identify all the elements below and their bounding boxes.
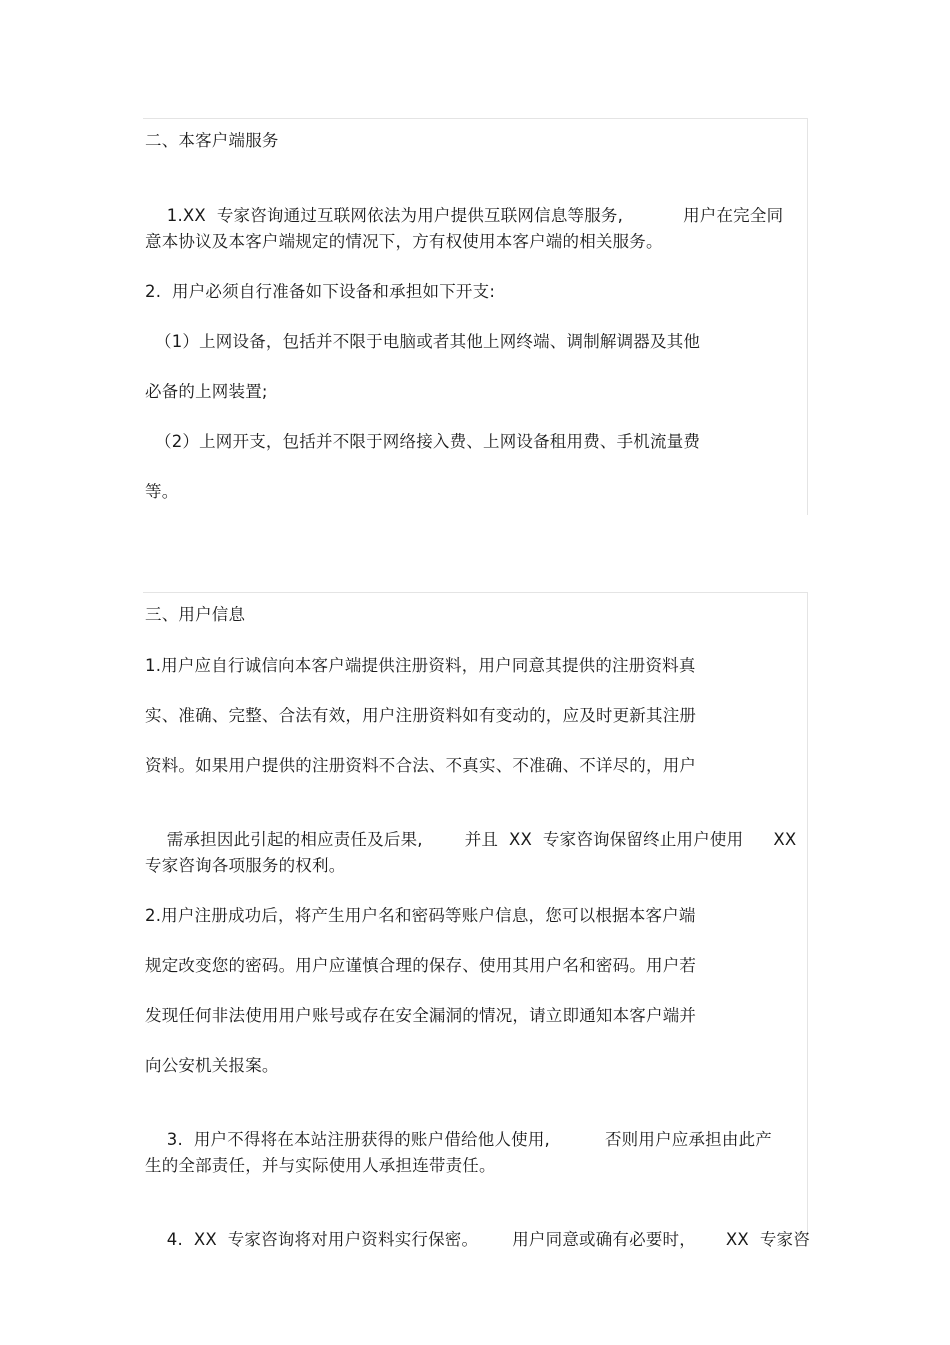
text-segment: 用户同意或确有必要时， [512, 1230, 696, 1249]
text-segment: 用户在完全同 [683, 206, 784, 225]
paragraph-line: 实、准确、完整、合法有效，用户注册资料如有变动的，应及时更新其注册 [145, 706, 697, 725]
list-item-line: 必备的上网装置; [145, 382, 268, 401]
list-item-line: （1）上网设备，包括并不限于电脑或者其他上网终端、调制解调器及其他 [155, 332, 701, 351]
text-segment: XX 专家咨 [725, 1230, 810, 1249]
section-2-block [143, 118, 808, 515]
paragraph-line: 1.用户应自行诚信向本客户端提供注册资料，用户同意其提供的注册资料真 [145, 656, 696, 675]
paragraph-line: 资料。如果用户提供的注册资料不合法、不真实、不准确、不详尽的，用户 [145, 756, 697, 775]
paragraph-line: 意本协议及本客户端规定的情况下，方有权使用本客户端的相关服务。 [145, 232, 663, 251]
paragraph-line: 生的全部责任，并与实际使用人承担连带责任。 [145, 1156, 496, 1175]
text-segment: 需承担因此引起的相应责任及后果, [166, 830, 423, 849]
paragraph-line: 专家咨询各项服务的权利。 [145, 856, 346, 875]
paragraph-line: 2. 用户必须自行准备如下设备和承担如下开支: [145, 282, 496, 301]
text-segment: 并且 XX 专家咨询保留终止用户使用 [464, 830, 744, 849]
section-3-block [143, 592, 810, 1249]
paragraph-line: 发现任何非法使用用户账号或存在安全漏洞的情况，请立即通知本客户端并 [145, 1006, 697, 1025]
text-segment: 3. 用户不得将在本站注册获得的账户借给他人使用, [166, 1130, 550, 1149]
paragraph-line: 规定改变您的密码。用户应谨慎合理的保存、使用其用户名和密码。用户若 [145, 956, 697, 975]
text-segment: 1.XX 专家咨询通过互联网依法为用户提供互联网信息等服务, [166, 206, 624, 225]
text-segment: 4. XX 专家咨询将对用户资料实行保密。 [166, 1230, 479, 1249]
text-segment: 否则用户应承担由此产 [604, 1130, 772, 1149]
text-segment: XX [773, 830, 797, 849]
section-heading: 二、本客户端服务 [145, 131, 279, 150]
section-heading: 三、用户信息 [145, 605, 246, 624]
list-item-line: （2）上网开支，包括并不限于网络接入费、上网设备租用费、手机流量费 [155, 432, 701, 451]
list-item-line: 等。 [145, 482, 179, 501]
paragraph-line: 向公安机关报案。 [145, 1056, 279, 1075]
paragraph-line: 2.用户注册成功后，将产生用户名和密码等账户信息，您可以根据本客户端 [145, 906, 696, 925]
paragraph-line [145, 1204, 810, 1276]
